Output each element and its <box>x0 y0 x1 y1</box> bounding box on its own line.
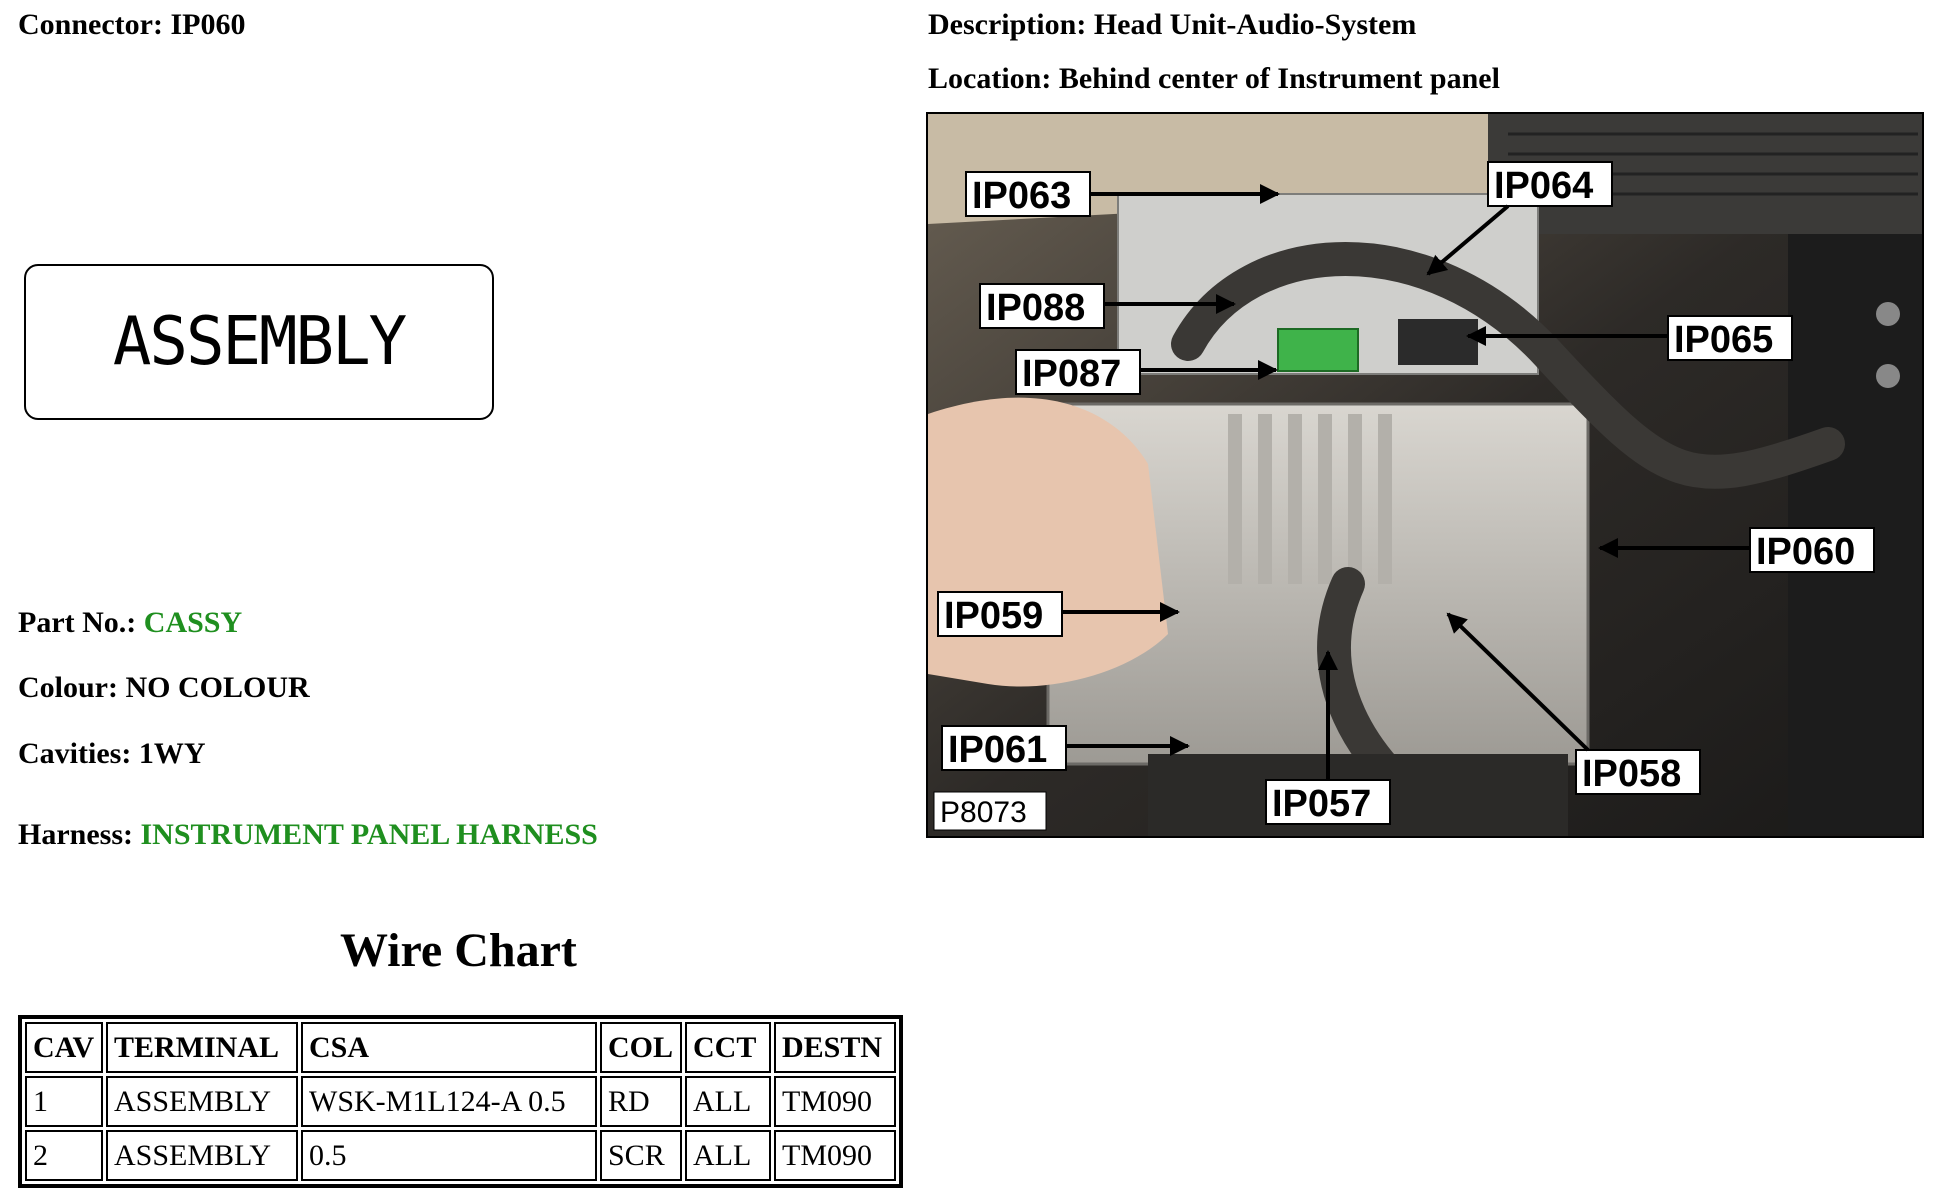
screw-icon <box>1876 302 1900 326</box>
colour-label: Colour: <box>18 671 118 704</box>
cell-col: SCR <box>600 1130 682 1181</box>
cell-csa: 0.5 <box>301 1130 597 1181</box>
header-cav: CAV <box>25 1022 103 1073</box>
connector-value: IP060 <box>170 8 246 41</box>
svg-text:IP061: IP061 <box>948 729 1048 771</box>
part-no-link[interactable]: CASSY <box>143 606 243 639</box>
location-value: Behind center of Instrument panel <box>1058 62 1500 95</box>
green-connector <box>1278 329 1358 371</box>
assembly-drawing-text: ASSEMBLY <box>112 303 406 381</box>
location-photo <box>926 112 1924 838</box>
svg-text:P8073: P8073 <box>940 796 1027 829</box>
description-label: Description: <box>928 8 1087 41</box>
cell-cct: ALL <box>685 1130 771 1181</box>
cell-terminal: ASSEMBLY <box>106 1076 298 1127</box>
wire-chart-table <box>18 1015 903 1188</box>
connector-face-drawing <box>24 264 494 420</box>
svg-text:IP065: IP065 <box>1674 319 1774 361</box>
description-value: Head Unit-Audio-System <box>1093 8 1417 41</box>
svg-text:IP088: IP088 <box>986 287 1086 329</box>
svg-text:IP058: IP058 <box>1582 753 1682 795</box>
cell-cav: 2 <box>25 1130 103 1181</box>
photo-reference <box>934 792 1046 830</box>
description-line <box>928 10 1416 40</box>
cell-col: RD <box>600 1076 682 1127</box>
harness-label: Harness: <box>18 818 133 851</box>
svg-text:IP064: IP064 <box>1494 165 1594 207</box>
location-line <box>928 64 1500 94</box>
harness-line <box>18 820 598 850</box>
header-col: COL <box>600 1022 682 1073</box>
cavities-value: 1WY <box>138 737 206 770</box>
cell-cav: 1 <box>25 1076 103 1127</box>
colour-value: NO COLOUR <box>125 671 310 704</box>
head-unit-illustration <box>928 114 1922 836</box>
location-label: Location: <box>928 62 1052 95</box>
svg-text:IP059: IP059 <box>944 595 1044 637</box>
svg-text:IP060: IP060 <box>1756 531 1856 573</box>
svg-text:IP063: IP063 <box>972 175 1072 217</box>
cell-destn: TM090 <box>774 1130 896 1181</box>
connector-label: Connector: <box>18 8 163 41</box>
harness-link[interactable]: INSTRUMENT PANEL HARNESS <box>140 818 598 851</box>
wire-chart-title: Wire Chart <box>340 924 577 977</box>
header-terminal: TERMINAL <box>106 1022 298 1073</box>
header-cct: CCT <box>685 1022 771 1073</box>
cell-cct: ALL <box>685 1076 771 1127</box>
part-no-line <box>18 608 242 638</box>
svg-text:IP087: IP087 <box>1022 353 1122 395</box>
cell-terminal: ASSEMBLY <box>106 1130 298 1181</box>
cell-csa: WSK-M1L124-A 0.5 <box>301 1076 597 1127</box>
header-csa: CSA <box>301 1022 597 1073</box>
colour-line <box>18 673 310 703</box>
cavities-line <box>18 739 205 769</box>
part-no-label: Part No.: <box>18 606 137 639</box>
connector-line <box>18 10 245 40</box>
svg-text:IP057: IP057 <box>1272 783 1372 825</box>
black-connector <box>1398 319 1478 365</box>
header-destn: DESTN <box>774 1022 896 1073</box>
screw-icon <box>1876 364 1900 388</box>
cavities-label: Cavities: <box>18 737 132 770</box>
table-row <box>25 1076 896 1127</box>
wire-chart-header-row <box>25 1022 896 1073</box>
cell-destn: TM090 <box>774 1076 896 1127</box>
table-row <box>25 1130 896 1181</box>
